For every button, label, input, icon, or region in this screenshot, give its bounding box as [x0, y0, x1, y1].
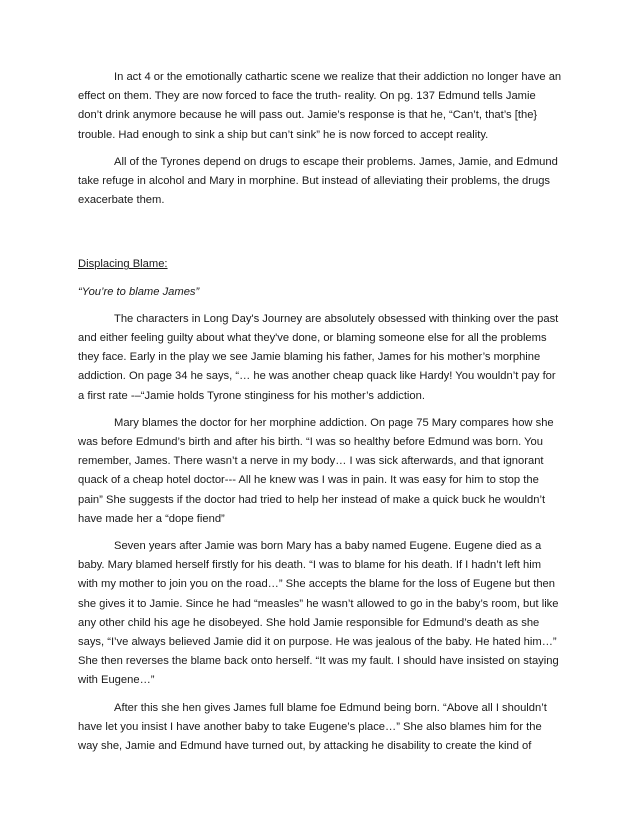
- paragraph-eugene: Seven years after Jamie was born Mary has a baby named Eugene. Eugene died as a baby. Mary blamed herself firstly for his death. “I was to blame for his death. If I hadn’t left him with my mother to join you on the road…” She accepts the blame for the loss of Eugene but then she gives it to Jamie. Since he had “measles” he wasn’t allowed to go in the baby’s room, but like any other child his age he disobeyed. She hold Jamie responsible for Edmund’s death as she says, “I’ve always believed Jamie did it on purpose. He was jealous of the baby. He hated him…” She then reverses the blame back onto herself. “It was my fault. I should have insisted on staying with Eugene…”: [78, 540, 559, 687]
- paragraph-james-blame: After this she hen gives James full blame foe Edmund being born. “Above all I shouldn’t have let you insist I have another baby to take Eugene’s place…” She also blames him for the way she, Jamie and Edmund have turned out, by attacking he disability to create the kind of: [78, 701, 547, 753]
- paragraph-mary-blames-doctor: Mary blames the doctor for her morphine addiction. On page 75 Mary compares how she was before Edmund’s birth and after his birth. “I was so healthy before Edmund was born. You remember, James. There wasn’t a nerve in my body… I was sick afterwards, and that ignorant quack of a cheap hotel doctor--- All he knew was I was in pain. It was easy for him to stop the pain” She suggests if the doctor had tried to help her instead of make a quick buck he wouldn’t have made her a “dope fiend”: [78, 416, 554, 525]
- section-heading: Displacing Blame:: [78, 258, 168, 271]
- document-body: [78, 68, 562, 764]
- paragraph-obsessed-past: The characters in Long Day's Journey are absolutely obsessed with thinking over the past and either feeling guilty about what they've done, or blaming someone else for all the problems they face. Early in the play we see Jamie blaming his father, James for his mother’s morphine addiction. On page 34 he says, “… he was another cheap quack like Hardy! You wouldn’t pay for a first rate -–“Jamie holds Tyrone stinginess for his mother’s addiction.: [78, 312, 559, 402]
- section-quote: “You’re to blame James”: [78, 285, 200, 298]
- paragraph-drug-escape: All of the Tyrones depend on drugs to escape their problems. James, Jamie, and Edmund take refuge in alcohol and Mary in morphine. But instead of alleviating their problems, the drugs exacerbate them.: [78, 155, 558, 207]
- paragraph-act-four: In act 4 or the emotionally cathartic scene we realize that their addiction no longer have an effect on them. They are now forced to face the truth- reality. On pg. 137 Edmund tells Jamie don’t drink anymore because he will pass out. Jamie’s response is that he, “Can’t, that’s [the} trouble. Had enough to sink a ship but can’t sink” he is now forced to accept reality.: [78, 71, 562, 141]
- section-gap: [78, 218, 562, 255]
